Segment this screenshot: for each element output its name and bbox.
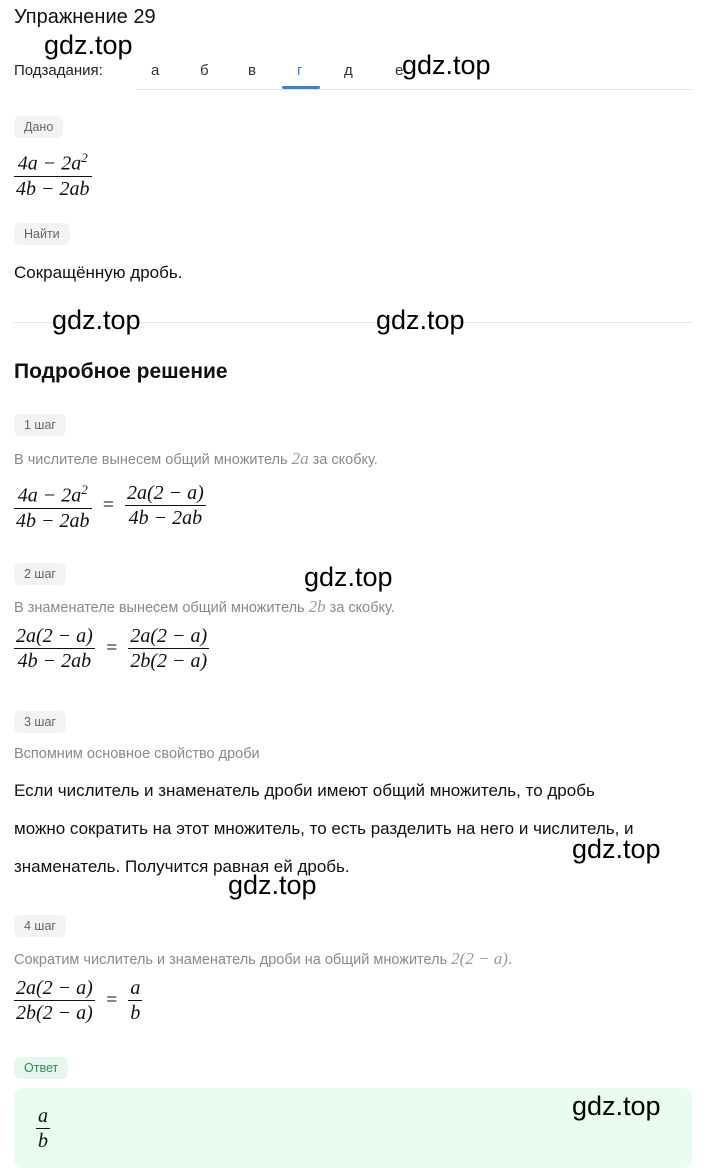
watermark: gdz.top xyxy=(402,50,491,80)
answer-pill: Ответ xyxy=(14,1057,68,1079)
step4-text: Сократим числитель и знаменатель дроби на общий множитель 2(2 − a). xyxy=(14,949,512,968)
watermark: gdz.top xyxy=(228,870,317,900)
watermark: gdz.top xyxy=(304,562,393,592)
watermark: gdz.top xyxy=(572,834,661,864)
tab-g[interactable]: г xyxy=(297,62,303,79)
solution-heading: Подробное решение xyxy=(14,360,228,383)
answer-expression: $\frac{a}{b}$ xyxy=(38,1105,48,1152)
tab-v[interactable]: в xyxy=(248,62,256,79)
find-pill: Найти xyxy=(14,223,70,245)
step4-equation: $\frac{2a(2 - a)}{2b(2 - a)}$ = $\frac{a}{b}$ xyxy=(16,977,141,1024)
tab-e[interactable]: е xyxy=(395,62,404,79)
step4-pill: 4 шаг xyxy=(14,915,66,937)
step3-text: Вспомним основное свойство дроби xyxy=(14,746,260,762)
step3-pill: 3 шаг xyxy=(14,711,66,733)
page-title: Упражнение 29 xyxy=(14,6,156,28)
watermark: gdz.top xyxy=(44,30,133,60)
step2-equation: $\frac{2a(2 - a)}{4b - 2ab}$ = $\frac{2a(2 - a)}{2b(2 - a)}$ xyxy=(16,625,208,672)
find-text: Сокращённую дробь. xyxy=(14,263,183,282)
tab-b[interactable]: б xyxy=(200,62,209,79)
step2-pill: 2 шаг xyxy=(14,563,66,585)
subtasks-label: Подзадания: xyxy=(14,62,103,79)
step2-text: В знаменателе вынесем общий множитель 2b за скобку. xyxy=(14,597,395,616)
tab-d[interactable]: д xyxy=(344,62,353,79)
step1-text: В числителе вынесем общий множитель 2a за скобку. xyxy=(14,449,378,468)
watermark: gdz.top xyxy=(572,1091,661,1121)
watermark: gdz.top xyxy=(376,305,465,335)
given-expression: $\frac{4a - 2a^2}{4b - 2ab}$ xyxy=(16,150,90,200)
step1-equation: $\frac{4a - 2a^2}{4b - 2ab}$ = $\frac{2a(2 - a)}{4b - 2ab}$ xyxy=(16,481,204,532)
watermark: gdz.top xyxy=(52,305,141,335)
tabs-divider xyxy=(136,89,692,90)
given-pill: Дано xyxy=(14,116,63,138)
tab-a[interactable]: а xyxy=(151,62,160,79)
step3-rule: Если числитель и знаменатель дроби имеют общий множитель, то дробь можно сократить на этот множитель, то есть разделить на него и числитель, и знаменатель. Получится равная ей дробь. xyxy=(14,781,634,876)
step1-pill: 1 шаг xyxy=(14,414,66,436)
